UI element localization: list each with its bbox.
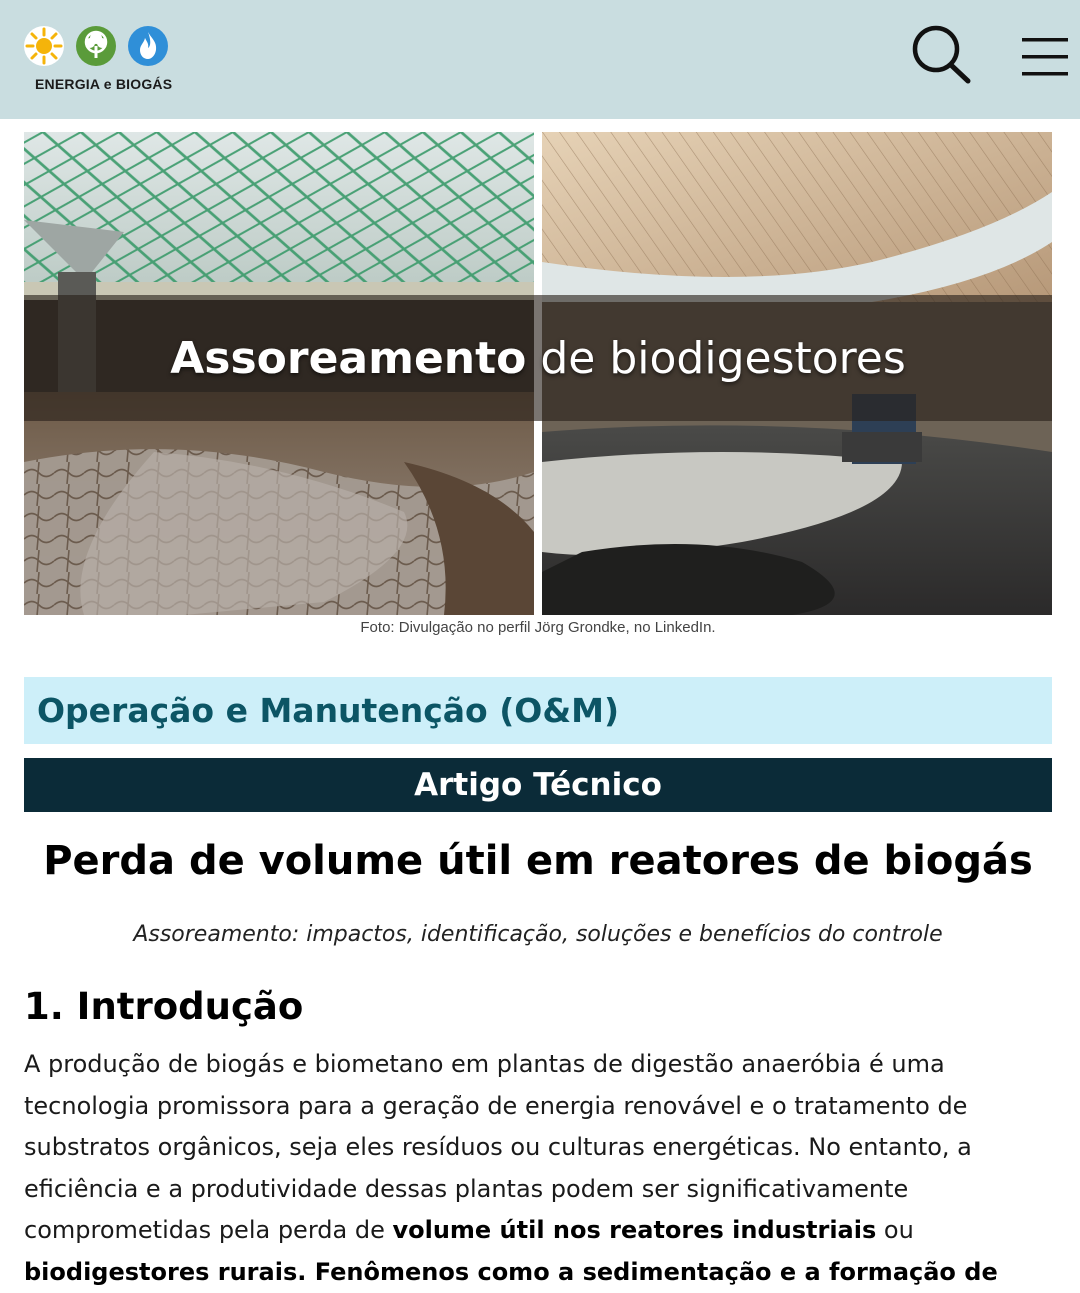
article-subtitle: Assoreamento: impactos, identificação, soluções e benefícios do controle bbox=[133, 922, 943, 947]
site-logo[interactable] bbox=[24, 26, 184, 101]
paragraph-emphasis: volume útil nos reatores industriais bbox=[392, 1216, 877, 1244]
search-icon bbox=[910, 24, 974, 86]
brand-name: ENERGIA e BIOGÁS bbox=[35, 76, 173, 92]
article-type-label: Artigo Técnico bbox=[24, 758, 1052, 812]
hero-title-rest: de biodigestores bbox=[526, 332, 906, 384]
category-link[interactable]: Operação e Manutenção (O&M) bbox=[24, 677, 1052, 744]
search-button[interactable] bbox=[910, 24, 974, 86]
site-header bbox=[0, 0, 1080, 119]
flame-icon bbox=[128, 26, 168, 66]
hero-banner bbox=[24, 132, 1052, 615]
menu-button[interactable] bbox=[1018, 36, 1072, 80]
paragraph-cut-line: biodigestores rurais. Fenômenos como a sedimentação e a formação de bbox=[24, 1257, 998, 1286]
intro-paragraph bbox=[24, 1044, 1054, 1293]
hero-title bbox=[24, 295, 1052, 421]
sun-icon bbox=[24, 26, 64, 66]
tree-icon bbox=[76, 26, 116, 66]
hero-title-bold: Assoreamento bbox=[170, 332, 527, 384]
article-title: Perda de volume útil em reatores de biogás bbox=[43, 838, 1033, 884]
section-heading: 1. Introdução bbox=[24, 985, 304, 1028]
hamburger-menu-icon bbox=[1018, 36, 1072, 80]
paragraph-text: A produção de biogás e biometano em plantas de digestão anaeróbia é uma tecnologia promissora para a geração de energia renovável e o tratamento de substratos orgânicos, seja eles resíduos ou culturas energéticas. No entanto, a eficiência e a produtividade dessas plantas podem ser significativamente comprometidas pela perda de bbox=[24, 1050, 972, 1244]
photo-caption: Foto: Divulgação no perfil Jörg Grondke, no LinkedIn. bbox=[360, 619, 716, 636]
logo-icons bbox=[24, 26, 184, 66]
paragraph-text-continued: ou bbox=[876, 1216, 914, 1244]
